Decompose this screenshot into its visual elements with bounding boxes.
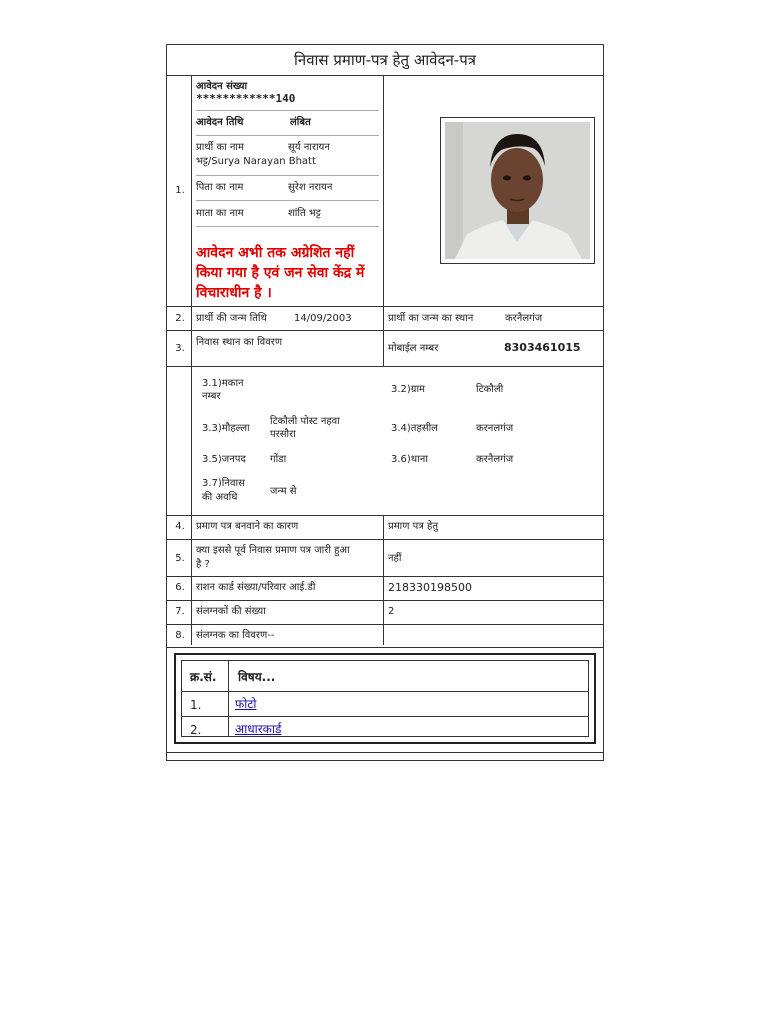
applicant-name-value: सूर्य नारायन [288,142,330,153]
mother-name-value: शांति भट्ट [288,208,321,219]
ration-card-value: 218330198500 [388,581,472,594]
col-divider-middle-bottom [383,515,384,645]
residence-label: निवास स्थान का विवरण [196,337,283,348]
row2-number: 2. [175,313,185,324]
col-divider-middle-top [383,75,384,366]
applicant-photo [445,122,590,259]
row1-sep-3 [196,175,379,176]
row-line-8 [167,647,603,648]
application-form [166,44,604,761]
attachments-table-inner [181,660,589,737]
attachments-col-line [228,661,229,736]
attachments-table [174,653,596,744]
attachments-row-line [182,716,588,717]
row-line-bottom [167,752,603,753]
tehsil-label: 3.4)तहसील [391,423,438,434]
house-label: 3.1)मकान [202,378,244,389]
mother-name-label: माता का नाम [196,208,244,219]
attachment-count-value: 2 [388,606,395,617]
attachment-details-label: संलग्नक का विवरण-- [196,630,275,641]
row7-number: 7. [175,606,185,617]
row-line-4 [167,539,603,540]
applicant-photo-frame [440,117,595,264]
application-no-value: ************140 [196,92,296,105]
applicant-name-value-2: भट्ट/Surya Narayan Bhatt [196,156,316,167]
row-line-1 [167,306,603,307]
duration-value: जन्म से [270,486,297,497]
mohalla-value: टिकौली पोस्ट नहवा [270,416,340,427]
row1-sep-1 [196,110,379,111]
attachments-header-sno: क्र.सं. [190,670,217,684]
district-value: गोंडा [270,454,287,465]
mobile-value: 8303461015 [504,341,581,354]
application-no-label: आवेदन संख्या [196,81,248,92]
row-line-7 [167,624,603,625]
thana-value: करनैलगंज [476,454,514,465]
row1-sep-4 [196,200,379,201]
row3-number: 3. [175,343,185,354]
row1-number: 1. [175,185,185,196]
village-label: 3.2)ग्राम [391,384,426,395]
duration-label: 3.7)निवास [202,478,245,489]
status-message: आवेदन अभी तक अग्रेशित नहीं किया गया है एवं जन सेवा केंद्र में विचाराधीन है । [196,245,365,301]
attachment-count-label: संलग्नकों की संख्या [196,606,266,617]
village-value: टिकौली [476,384,504,395]
birthplace-value: करनैलगंज [505,313,543,324]
attachments-header-line [182,691,588,692]
birthplace-label: प्रार्थी का जन्म का स्थान [388,313,474,324]
thana-label: 3.6)थाना [391,454,428,465]
row8-number: 8. [175,630,185,641]
row-line-2 [167,330,603,331]
row5-number: 5. [175,553,185,564]
attachment-photo-link[interactable]: फोटो [235,697,257,711]
reason-value: प्रमाण पत्र हेतु [388,521,439,532]
district-label: 3.5)जनपद [202,454,246,465]
mohalla-value-2: परसौरा [270,429,296,440]
previous-cert-value: नहीं [388,553,402,564]
row-line-addr [167,515,603,516]
row1-sep-5 [196,226,379,227]
attachment-row-2-sno: 2. [190,723,202,737]
reason-label: प्रमाण पत्र बनवाने का कारण [196,521,299,532]
father-name-label: पिता का नाम [196,182,244,193]
row-line-6 [167,600,603,601]
house-label-2: नम्बर [202,391,221,402]
dob-label: प्रार्थी की जन्म तिथि [196,313,267,324]
father-name-value: सुरेश नरायन [288,182,333,193]
row-line-5 [167,576,603,577]
tehsil-value: करनलगंज [476,423,514,434]
form-title: निवास प्रमाण-पत्र हेतु आवेदन-पत्र [167,45,603,76]
ration-card-label: राशन कार्ड संख्या/परिवार आई.डी [196,582,316,593]
previous-cert-label: क्या इससे पूर्व निवास प्रमाण पत्र जारी हुआ [196,545,350,556]
row1-sep-2 [196,135,379,136]
applicant-name-label: प्रार्थी का नाम [196,142,245,153]
row-line-3 [167,366,603,367]
duration-label-2: की अवधि [202,492,238,503]
application-date-label: आवेदन तिथि [196,117,244,128]
mobile-label: मोबाईल नम्बर [388,343,439,354]
row6-number: 6. [175,582,185,593]
attachments-header-subject: विषय... [238,670,276,684]
application-date-value: लंबित [290,117,311,128]
previous-cert-label-2: है ? [196,559,210,570]
dob-value: 14/09/2003 [294,313,352,324]
mohalla-label: 3.3)मौहल्ला [202,423,250,434]
attachment-aadhaar-link[interactable]: आधारकार्ड [235,722,282,736]
attachment-row-1-sno: 1. [190,698,202,712]
row4-number: 4. [175,521,185,532]
